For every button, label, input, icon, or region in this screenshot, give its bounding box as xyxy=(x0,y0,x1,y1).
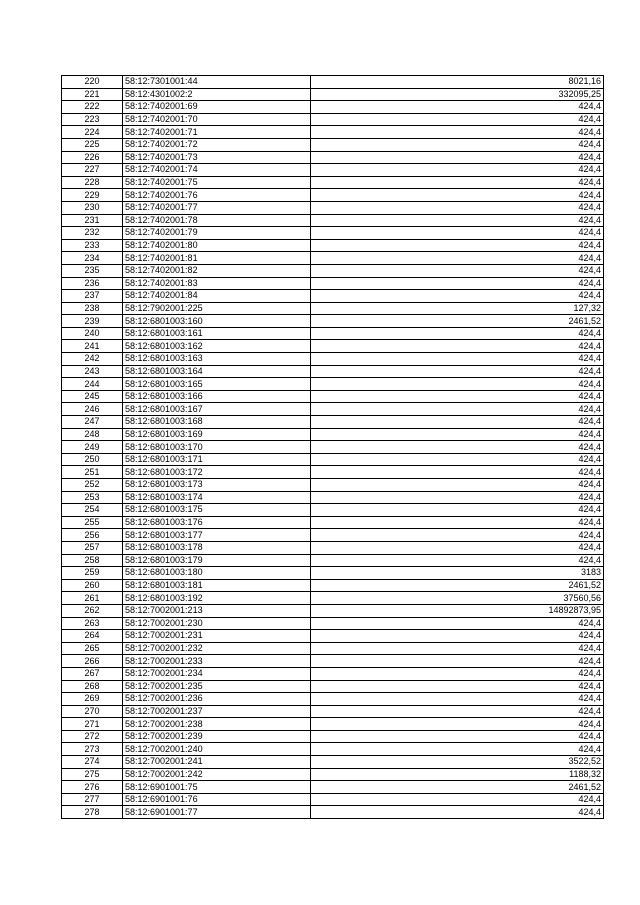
row-number-cell: 255 xyxy=(62,516,123,529)
cadastral-number-cell: 58:12:7002001:238 xyxy=(123,718,311,731)
table-row xyxy=(62,390,604,403)
cadastral-number-cell: 58:12:6801003:161 xyxy=(123,327,311,340)
cadastral-number-cell: 58:12:7002001:236 xyxy=(123,693,311,706)
table-row xyxy=(62,793,604,806)
value-cell: 424,4 xyxy=(311,680,604,693)
cadastral-number-cell: 58:12:6801003:163 xyxy=(123,353,311,366)
table-row xyxy=(62,353,604,366)
row-number-cell: 263 xyxy=(62,617,123,630)
cadastral-number-cell: 58:12:6801003:167 xyxy=(123,403,311,416)
value-cell: 424,4 xyxy=(311,353,604,366)
value-cell: 2461,52 xyxy=(311,579,604,592)
row-number-cell: 224 xyxy=(62,126,123,139)
value-cell: 424,4 xyxy=(311,466,604,479)
table-row xyxy=(62,327,604,340)
value-cell: 424,4 xyxy=(311,327,604,340)
table-row xyxy=(62,768,604,781)
value-cell: 424,4 xyxy=(311,214,604,227)
cadastral-number-cell: 58:12:7402001:75 xyxy=(123,176,311,189)
row-number-cell: 226 xyxy=(62,151,123,164)
table-row xyxy=(62,705,604,718)
value-cell: 424,4 xyxy=(311,655,604,668)
cadastral-number-cell: 58:12:7402001:83 xyxy=(123,277,311,290)
cadastral-number-cell: 58:12:7402001:80 xyxy=(123,239,311,252)
cadastral-number-cell: 58:12:7402001:84 xyxy=(123,290,311,303)
table-row xyxy=(62,302,604,315)
table-row xyxy=(62,113,604,126)
row-number-cell: 276 xyxy=(62,781,123,794)
cadastral-number-cell: 58:12:6801003:180 xyxy=(123,567,311,580)
value-cell: 424,4 xyxy=(311,793,604,806)
table-row xyxy=(62,151,604,164)
row-number-cell: 275 xyxy=(62,768,123,781)
cadastral-number-cell: 58:12:6901001:77 xyxy=(123,806,311,819)
table-row xyxy=(62,315,604,328)
table-row xyxy=(62,592,604,605)
value-cell: 424,4 xyxy=(311,239,604,252)
cadastral-number-cell: 58:12:7002001:241 xyxy=(123,756,311,769)
table-row xyxy=(62,340,604,353)
table-row xyxy=(62,806,604,819)
row-number-cell: 236 xyxy=(62,277,123,290)
table-row xyxy=(62,541,604,554)
value-cell: 424,4 xyxy=(311,718,604,731)
table-row xyxy=(62,76,604,89)
table-row xyxy=(62,504,604,517)
cadastral-number-cell: 58:12:7402001:70 xyxy=(123,113,311,126)
row-number-cell: 228 xyxy=(62,176,123,189)
value-cell: 424,4 xyxy=(311,113,604,126)
table-row xyxy=(62,604,604,617)
table-row xyxy=(62,516,604,529)
row-number-cell: 247 xyxy=(62,416,123,429)
cadastral-number-cell: 58:12:6801003:166 xyxy=(123,390,311,403)
value-cell: 2461,52 xyxy=(311,315,604,328)
cadastral-number-cell: 58:12:7402001:76 xyxy=(123,189,311,202)
table-row xyxy=(62,579,604,592)
value-cell: 14892873,95 xyxy=(311,604,604,617)
row-number-cell: 269 xyxy=(62,693,123,706)
table-row xyxy=(62,101,604,114)
table-row xyxy=(62,441,604,454)
value-cell: 424,4 xyxy=(311,189,604,202)
cadastral-number-cell: 58:12:7002001:213 xyxy=(123,604,311,617)
value-cell: 424,4 xyxy=(311,416,604,429)
table-row xyxy=(62,781,604,794)
row-number-cell: 249 xyxy=(62,441,123,454)
cadastral-number-cell: 58:12:6801003:178 xyxy=(123,541,311,554)
row-number-cell: 238 xyxy=(62,302,123,315)
cadastral-number-cell: 58:12:7402001:82 xyxy=(123,264,311,277)
value-cell: 424,4 xyxy=(311,743,604,756)
row-number-cell: 242 xyxy=(62,353,123,366)
cadastral-number-cell: 58:12:7002001:232 xyxy=(123,642,311,655)
value-cell: 424,4 xyxy=(311,164,604,177)
table-row xyxy=(62,453,604,466)
value-cell: 424,4 xyxy=(311,176,604,189)
value-cell: 424,4 xyxy=(311,390,604,403)
table-row xyxy=(62,466,604,479)
table-row xyxy=(62,730,604,743)
cadastral-number-cell: 58:12:6801003:179 xyxy=(123,554,311,567)
value-cell: 424,4 xyxy=(311,667,604,680)
cadastral-number-cell: 58:12:7002001:233 xyxy=(123,655,311,668)
table-body xyxy=(62,76,604,819)
value-cell: 2461,52 xyxy=(311,781,604,794)
row-number-cell: 270 xyxy=(62,705,123,718)
value-cell: 3522,52 xyxy=(311,756,604,769)
value-cell: 332095,25 xyxy=(311,88,604,101)
row-number-cell: 253 xyxy=(62,491,123,504)
cadastral-number-cell: 58:12:6801003:172 xyxy=(123,466,311,479)
table-row xyxy=(62,214,604,227)
table-row xyxy=(62,630,604,643)
table-row xyxy=(62,277,604,290)
cadastral-table xyxy=(61,75,604,819)
row-number-cell: 254 xyxy=(62,504,123,517)
table-row xyxy=(62,227,604,240)
cadastral-number-cell: 58:12:7002001:235 xyxy=(123,680,311,693)
row-number-cell: 272 xyxy=(62,730,123,743)
row-number-cell: 277 xyxy=(62,793,123,806)
cadastral-number-cell: 58:12:7002001:242 xyxy=(123,768,311,781)
row-number-cell: 244 xyxy=(62,378,123,391)
table-row xyxy=(62,365,604,378)
cadastral-number-cell: 58:12:7402001:73 xyxy=(123,151,311,164)
value-cell: 424,4 xyxy=(311,529,604,542)
table-row xyxy=(62,290,604,303)
value-cell: 424,4 xyxy=(311,491,604,504)
row-number-cell: 233 xyxy=(62,239,123,252)
table-row xyxy=(62,567,604,580)
table-row xyxy=(62,491,604,504)
value-cell: 424,4 xyxy=(311,227,604,240)
row-number-cell: 271 xyxy=(62,718,123,731)
value-cell: 424,4 xyxy=(311,365,604,378)
value-cell: 424,4 xyxy=(311,479,604,492)
row-number-cell: 230 xyxy=(62,201,123,214)
table-row xyxy=(62,164,604,177)
value-cell: 424,4 xyxy=(311,617,604,630)
table-row xyxy=(62,756,604,769)
value-cell: 424,4 xyxy=(311,403,604,416)
cadastral-number-cell: 58:12:7002001:240 xyxy=(123,743,311,756)
value-cell: 37560,56 xyxy=(311,592,604,605)
value-cell: 424,4 xyxy=(311,264,604,277)
value-cell: 424,4 xyxy=(311,693,604,706)
row-number-cell: 257 xyxy=(62,541,123,554)
table-row xyxy=(62,428,604,441)
value-cell: 424,4 xyxy=(311,705,604,718)
cadastral-number-cell: 58:12:6801003:160 xyxy=(123,315,311,328)
value-cell: 424,4 xyxy=(311,126,604,139)
table-row xyxy=(62,667,604,680)
value-cell: 424,4 xyxy=(311,554,604,567)
row-number-cell: 260 xyxy=(62,579,123,592)
value-cell: 424,4 xyxy=(311,101,604,114)
value-cell: 424,4 xyxy=(311,441,604,454)
value-cell: 1188,32 xyxy=(311,768,604,781)
value-cell: 8021,16 xyxy=(311,76,604,89)
row-number-cell: 256 xyxy=(62,529,123,542)
value-cell: 424,4 xyxy=(311,252,604,265)
table-row xyxy=(62,126,604,139)
row-number-cell: 232 xyxy=(62,227,123,240)
row-number-cell: 274 xyxy=(62,756,123,769)
table-row xyxy=(62,529,604,542)
row-number-cell: 227 xyxy=(62,164,123,177)
table-row xyxy=(62,617,604,630)
cadastral-number-cell: 58:12:7402001:77 xyxy=(123,201,311,214)
cadastral-number-cell: 58:12:6901001:75 xyxy=(123,781,311,794)
value-cell: 424,4 xyxy=(311,340,604,353)
row-number-cell: 221 xyxy=(62,88,123,101)
table-row xyxy=(62,252,604,265)
row-number-cell: 235 xyxy=(62,264,123,277)
row-number-cell: 222 xyxy=(62,101,123,114)
cadastral-number-cell: 58:12:6901001:76 xyxy=(123,793,311,806)
cadastral-number-cell: 58:12:7402001:81 xyxy=(123,252,311,265)
row-number-cell: 258 xyxy=(62,554,123,567)
cadastral-number-cell: 58:12:7402001:72 xyxy=(123,138,311,151)
cadastral-number-cell: 58:12:6801003:192 xyxy=(123,592,311,605)
value-cell: 424,4 xyxy=(311,277,604,290)
cadastral-number-cell: 58:12:7002001:239 xyxy=(123,730,311,743)
row-number-cell: 239 xyxy=(62,315,123,328)
cadastral-number-cell: 58:12:6801003:165 xyxy=(123,378,311,391)
value-cell: 424,4 xyxy=(311,290,604,303)
row-number-cell: 237 xyxy=(62,290,123,303)
row-number-cell: 246 xyxy=(62,403,123,416)
value-cell: 424,4 xyxy=(311,138,604,151)
row-number-cell: 229 xyxy=(62,189,123,202)
table-row xyxy=(62,138,604,151)
cadastral-number-cell: 58:12:6801003:181 xyxy=(123,579,311,592)
cadastral-number-cell: 58:12:6801003:171 xyxy=(123,453,311,466)
value-cell: 424,4 xyxy=(311,730,604,743)
cadastral-number-cell: 58:12:6801003:175 xyxy=(123,504,311,517)
table-row xyxy=(62,176,604,189)
row-number-cell: 262 xyxy=(62,604,123,617)
value-cell: 424,4 xyxy=(311,428,604,441)
cadastral-number-cell: 58:12:6801003:169 xyxy=(123,428,311,441)
table-row xyxy=(62,680,604,693)
cadastral-number-cell: 58:12:6801003:162 xyxy=(123,340,311,353)
row-number-cell: 273 xyxy=(62,743,123,756)
table-row xyxy=(62,693,604,706)
table-row xyxy=(62,403,604,416)
cadastral-number-cell: 58:12:7402001:74 xyxy=(123,164,311,177)
table-row xyxy=(62,642,604,655)
row-number-cell: 264 xyxy=(62,630,123,643)
value-cell: 424,4 xyxy=(311,642,604,655)
cadastral-number-cell: 58:12:6801003:174 xyxy=(123,491,311,504)
row-number-cell: 251 xyxy=(62,466,123,479)
row-number-cell: 259 xyxy=(62,567,123,580)
cadastral-number-cell: 58:12:6801003:173 xyxy=(123,479,311,492)
value-cell: 424,4 xyxy=(311,806,604,819)
table-row xyxy=(62,416,604,429)
cadastral-number-cell: 58:12:6801003:170 xyxy=(123,441,311,454)
table-row xyxy=(62,189,604,202)
row-number-cell: 261 xyxy=(62,592,123,605)
value-cell: 424,4 xyxy=(311,378,604,391)
row-number-cell: 248 xyxy=(62,428,123,441)
table-row xyxy=(62,479,604,492)
row-number-cell: 268 xyxy=(62,680,123,693)
cadastral-number-cell: 58:12:7402001:71 xyxy=(123,126,311,139)
cadastral-number-cell: 58:12:7301001:44 xyxy=(123,76,311,89)
value-cell: 424,4 xyxy=(311,201,604,214)
cadastral-number-cell: 58:12:7002001:230 xyxy=(123,617,311,630)
table-row xyxy=(62,264,604,277)
row-number-cell: 266 xyxy=(62,655,123,668)
cadastral-number-cell: 58:12:7402001:79 xyxy=(123,227,311,240)
cadastral-number-cell: 58:12:4301002:2 xyxy=(123,88,311,101)
table-row xyxy=(62,88,604,101)
row-number-cell: 245 xyxy=(62,390,123,403)
row-number-cell: 265 xyxy=(62,642,123,655)
cadastral-number-cell: 58:12:7002001:237 xyxy=(123,705,311,718)
row-number-cell: 241 xyxy=(62,340,123,353)
row-number-cell: 243 xyxy=(62,365,123,378)
row-number-cell: 240 xyxy=(62,327,123,340)
cadastral-number-cell: 58:12:7902001:225 xyxy=(123,302,311,315)
cadastral-number-cell: 58:12:6801003:177 xyxy=(123,529,311,542)
row-number-cell: 267 xyxy=(62,667,123,680)
row-number-cell: 252 xyxy=(62,479,123,492)
value-cell: 424,4 xyxy=(311,504,604,517)
value-cell: 424,4 xyxy=(311,151,604,164)
cadastral-number-cell: 58:12:6801003:168 xyxy=(123,416,311,429)
cadastral-number-cell: 58:12:7402001:69 xyxy=(123,101,311,114)
table-row xyxy=(62,201,604,214)
value-cell: 3183 xyxy=(311,567,604,580)
table-row xyxy=(62,655,604,668)
row-number-cell: 250 xyxy=(62,453,123,466)
cadastral-number-cell: 58:12:7402001:78 xyxy=(123,214,311,227)
value-cell: 424,4 xyxy=(311,453,604,466)
row-number-cell: 225 xyxy=(62,138,123,151)
value-cell: 127,32 xyxy=(311,302,604,315)
row-number-cell: 278 xyxy=(62,806,123,819)
cadastral-number-cell: 58:12:6801003:164 xyxy=(123,365,311,378)
table-row xyxy=(62,554,604,567)
table-row xyxy=(62,718,604,731)
row-number-cell: 223 xyxy=(62,113,123,126)
cadastral-number-cell: 58:12:6801003:176 xyxy=(123,516,311,529)
table-row xyxy=(62,743,604,756)
cadastral-number-cell: 58:12:7002001:231 xyxy=(123,630,311,643)
row-number-cell: 231 xyxy=(62,214,123,227)
value-cell: 424,4 xyxy=(311,541,604,554)
cadastral-number-cell: 58:12:7002001:234 xyxy=(123,667,311,680)
row-number-cell: 234 xyxy=(62,252,123,265)
table-row xyxy=(62,239,604,252)
value-cell: 424,4 xyxy=(311,630,604,643)
value-cell: 424,4 xyxy=(311,516,604,529)
table-row xyxy=(62,378,604,391)
row-number-cell: 220 xyxy=(62,76,123,89)
